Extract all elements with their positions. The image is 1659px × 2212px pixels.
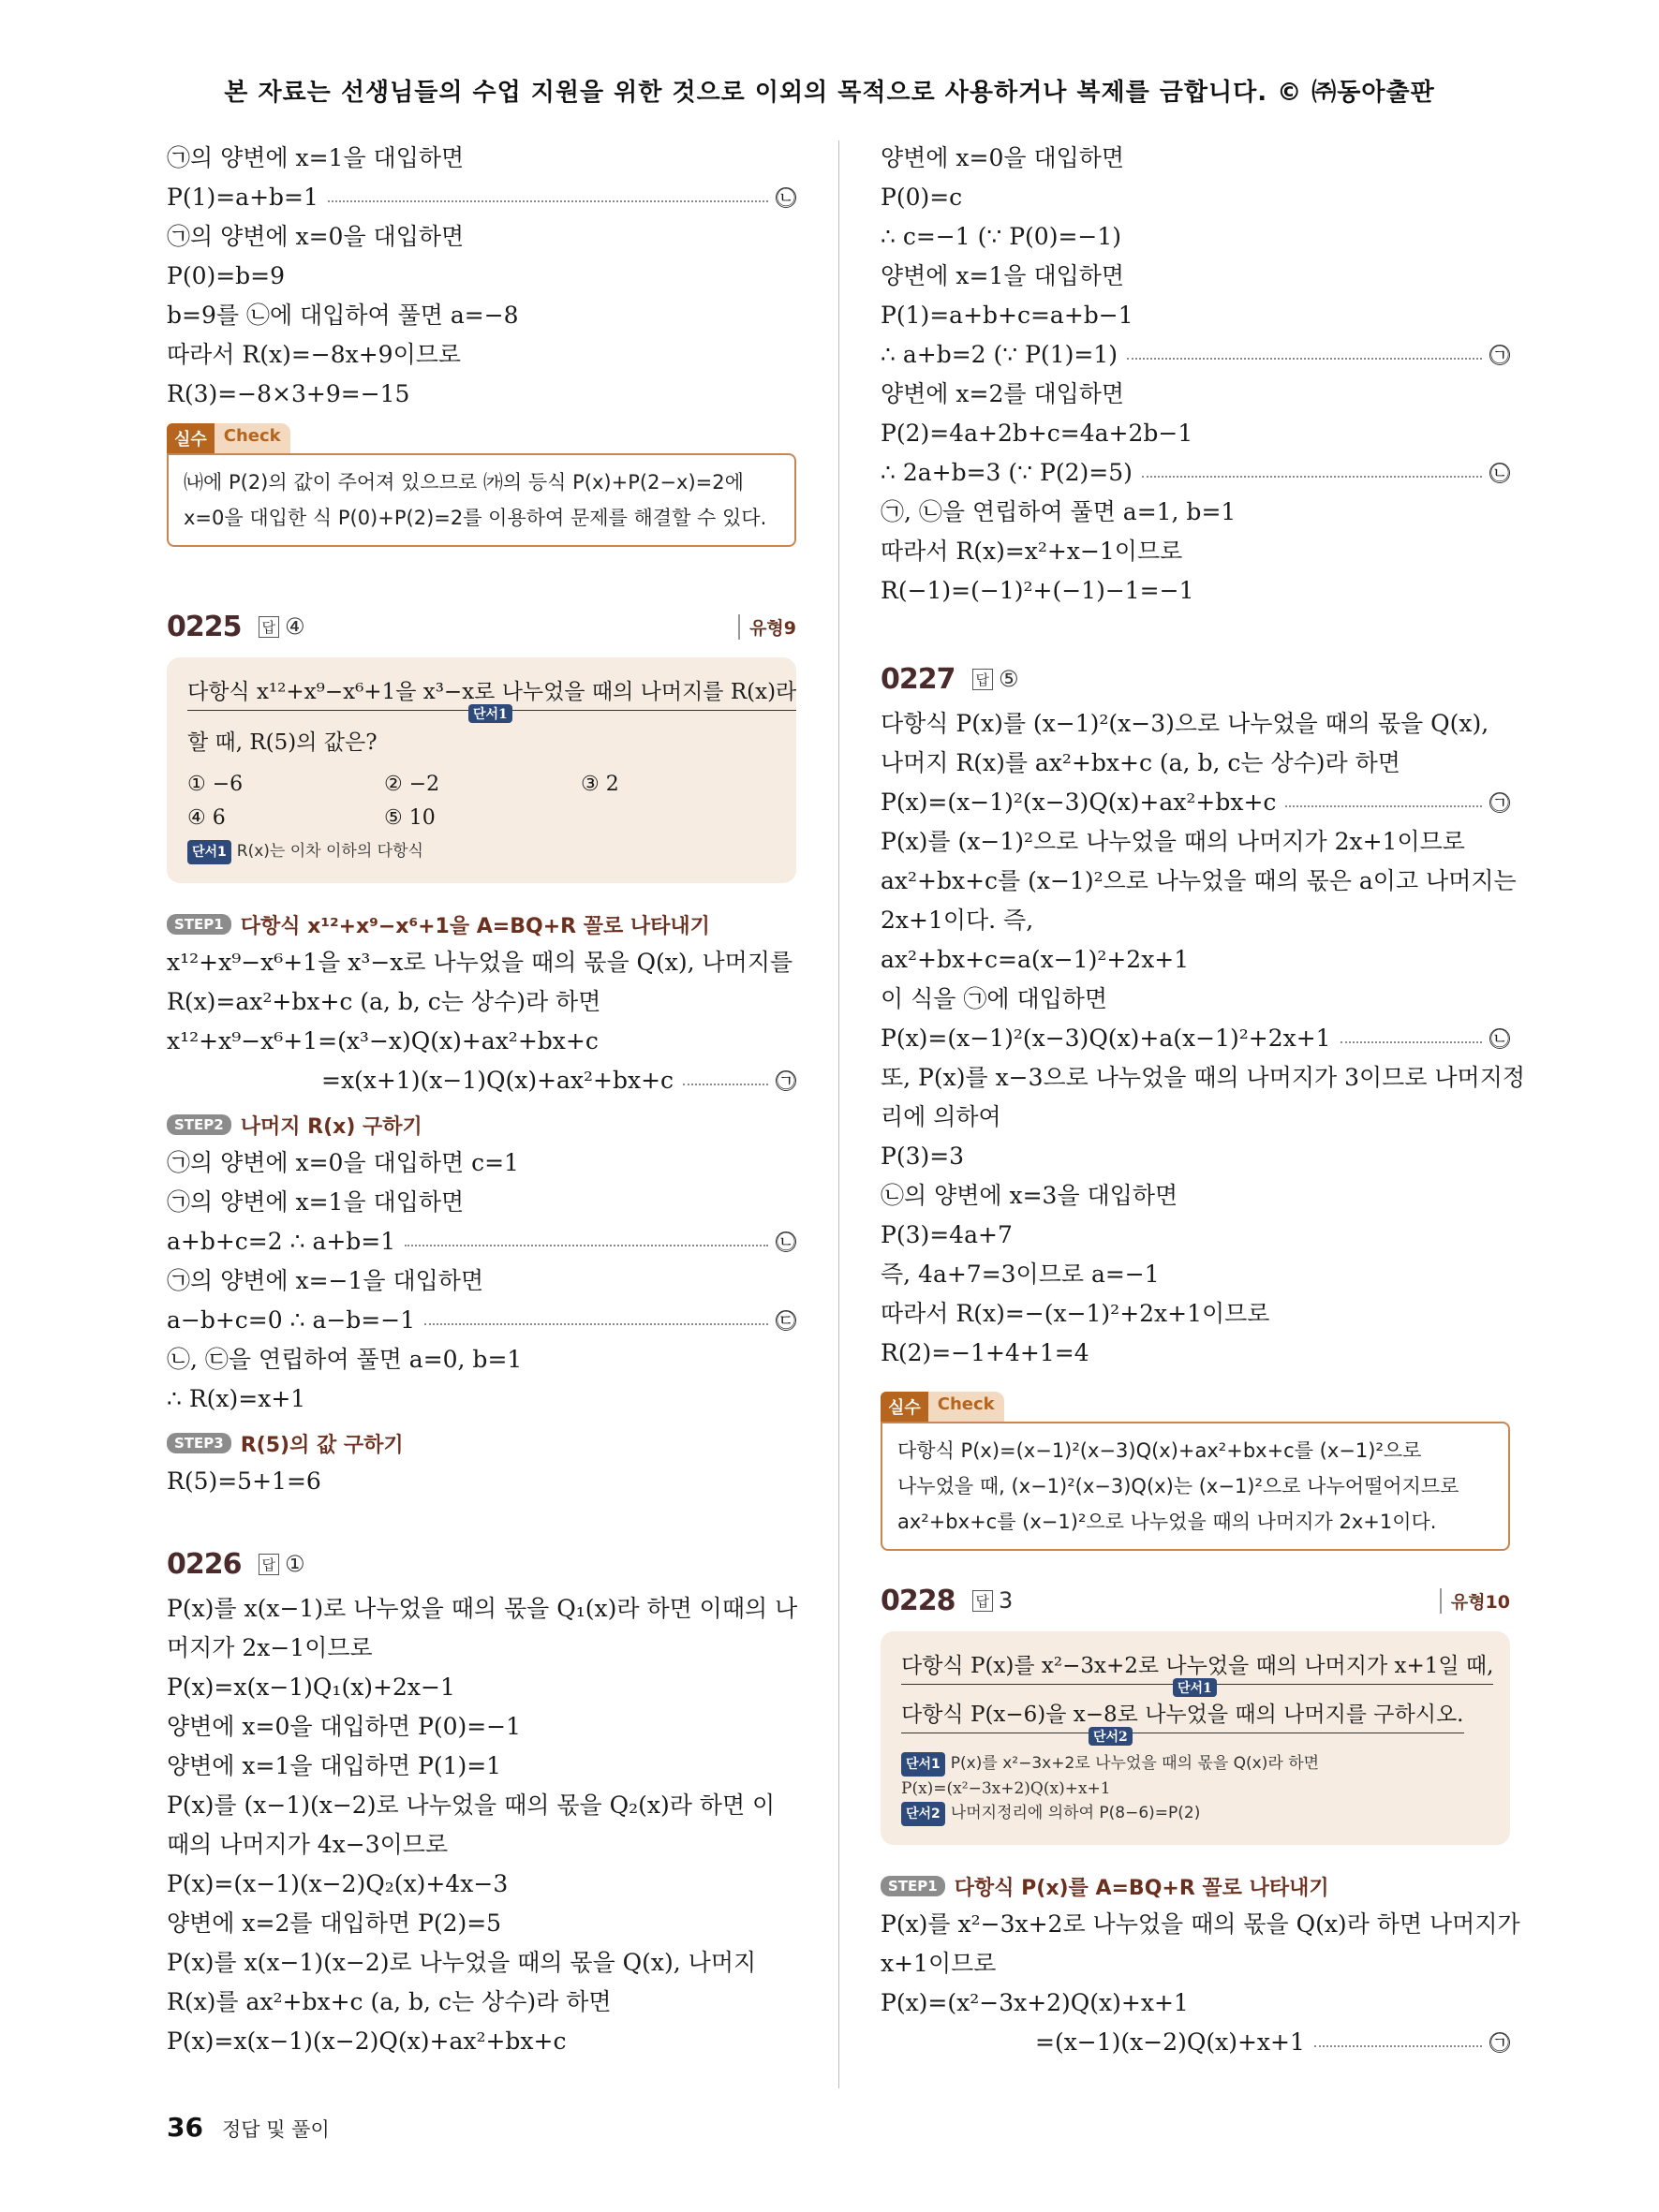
check-line: ax²+bx+c를 (x−1)²으로 나누었을 때의 나머지가 2x+1이다.	[897, 1511, 1437, 1533]
solution-text: x¹²+x⁹−x⁶+1을 x³−x로 나누었을 때의 몫을 Q(x), 나머지를	[167, 949, 793, 976]
solution-text: 따라서 R(x)=−8x+9이므로	[167, 341, 462, 368]
solution-text: ㉠의 양변에 x=1을 대입하면	[167, 144, 465, 171]
solution-text: ax²+bx+c를 (x−1)²으로 나누었을 때의 몫은 a이고 나머지는	[881, 867, 1517, 894]
solution-text: ㉠의 양변에 x=−1을 대입하면	[167, 1267, 484, 1294]
solution-text: ㉠의 양변에 x=0을 대입하면 c=1	[167, 1149, 519, 1176]
solution-text: ㉠, ㉡을 연립하여 풀면 a=1, b=1	[881, 498, 1237, 525]
clue-hint: P(x)=(x²−3x+2)Q(x)+x+1	[901, 1779, 1111, 1798]
solution-line	[881, 571, 1510, 611]
solution-text: =(x−1)(x−2)Q(x)+x+1	[1035, 2028, 1305, 2056]
solution-line	[167, 257, 796, 296]
equation-marker: ㉡	[1490, 462, 1509, 484]
leader-dots	[1285, 805, 1482, 807]
solution-line	[881, 1098, 1510, 1137]
problem-header-0225	[167, 601, 796, 652]
solution-line	[167, 1668, 796, 1707]
solution-text: P(x)를 x²−3x+2로 나누었을 때의 몫을 Q(x)라 하면 나머지가	[881, 1910, 1520, 1938]
left-column	[167, 139, 796, 2061]
solution-text: a−b+c=0 ∴ a−b=−1	[167, 1306, 416, 1334]
solution-text: P(x)를 (x−1)²으로 나누었을 때의 나머지가 2x+1이므로	[881, 828, 1465, 855]
answer-value: 3	[999, 1587, 1014, 1614]
answer-value: ⑤	[999, 666, 1019, 692]
copyright-banner: 본 자료는 선생님들의 수업 지원을 위한 것으로 이외의 목적으로 사용하거나 복제를 금합니다. © ㈜동아출판	[224, 79, 1435, 107]
solution-line	[167, 1301, 796, 1340]
problem-number: 0228	[881, 1584, 955, 1617]
solution-line	[167, 1022, 796, 1061]
clue-tag: 단서2	[1089, 1727, 1133, 1746]
solution-line	[881, 744, 1510, 783]
page-footer	[167, 2112, 330, 2143]
solution-line	[167, 1707, 796, 1747]
solution-text: R(3)=−8×3+9=−15	[167, 380, 410, 407]
solution-text: P(3)=4a+7	[881, 1221, 1013, 1248]
equation-marker: ㉠	[777, 1069, 795, 1092]
solution-line	[167, 139, 796, 178]
column-divider	[838, 140, 839, 2088]
question-box-0228	[881, 1631, 1510, 1845]
question-box-0225	[167, 657, 796, 883]
solution-0227	[881, 704, 1526, 1373]
solution-text: 양변에 x=2를 대입하면 P(2)=5	[167, 1910, 502, 1937]
solution-text: P(x)=x(x−1)(x−2)Q(x)+ax²+bx+c	[167, 2028, 567, 2055]
question-line: 다항식 P(x−6)을 x−8로 나누었을 때의 나머지를 구하시오.	[901, 1697, 1489, 1733]
solution-line	[167, 1983, 796, 2022]
solution-text: P(x)=x(x−1)Q₁(x)+2x−1	[167, 1674, 455, 1701]
type-tag: 유형10	[1440, 1588, 1510, 1614]
equation-marker: ㉡	[777, 1231, 795, 1253]
solution-text: ax²+bx+c=a(x−1)²+2x+1	[881, 946, 1190, 973]
solution-line	[881, 217, 1510, 257]
solution-text: R(5)=5+1=6	[167, 1467, 321, 1495]
answer-box: 답	[259, 616, 280, 638]
equation-marker: ㉠	[1490, 791, 1509, 814]
solution-text: 양변에 x=1을 대입하면	[881, 262, 1125, 289]
step-heading: STEP3 R(5)의 값 구하기	[167, 1424, 796, 1462]
solution-text: 나머지 R(x)를 ax²+bx+c (a, b, c는 상수)라 하면	[881, 749, 1400, 776]
solution-line	[881, 980, 1510, 1019]
solution-line	[167, 1904, 796, 1943]
step-heading: STEP1 다항식 x¹²+x⁹−x⁶+1을 A=BQ+R 꼴로 나타내기	[167, 906, 796, 943]
solution-text: 따라서 R(x)=−(x−1)²+2x+1이므로	[881, 1300, 1270, 1327]
solution-text: R(−1)=(−1)²+(−1)−1=−1	[881, 577, 1194, 604]
solution-text: P(x)=(x−1)²(x−3)Q(x)+ax²+bx+c	[881, 789, 1277, 816]
solution-0228	[881, 1905, 1520, 2062]
problem-header-0226	[167, 1539, 796, 1589]
solution-text: ∴ 2a+b=3 (∵ P(2)=5)	[881, 459, 1133, 486]
equation-marker: ㉠	[1490, 2031, 1509, 2054]
solution-line	[167, 1462, 796, 1501]
type-tag: 유형9	[738, 614, 796, 640]
solution-line	[167, 1061, 796, 1100]
solution-line	[881, 453, 1510, 493]
solution-line	[881, 704, 1510, 744]
equation-marker: ㉠	[1490, 344, 1509, 366]
solution-text: ∴ c=−1 (∵ P(0)=−1)	[881, 223, 1121, 250]
solution-text: P(x)를 x(x−1)(x−2)로 나누었을 때의 몫을 Q(x), 나머지	[167, 1949, 757, 1976]
solution-text: P(0)=b=9	[167, 262, 286, 289]
check-tab-label: 실수	[881, 1392, 928, 1422]
solution-text: P(3)=3	[881, 1143, 965, 1170]
solution-line	[881, 1216, 1510, 1255]
solution-line	[167, 178, 796, 217]
solution-text: ∴ R(x)=x+1	[167, 1385, 306, 1412]
solution-line	[167, 1747, 796, 1786]
answer-box: 답	[259, 1554, 280, 1575]
solution-text: ㉡의 양변에 x=3을 대입하면	[881, 1182, 1178, 1209]
choice: ④ 6	[187, 806, 226, 830]
solution-line	[881, 940, 1510, 980]
solution-line	[881, 414, 1510, 453]
solution-line	[167, 217, 796, 257]
check-tab-label: 실수	[167, 423, 215, 453]
question-line: 할 때, R(5)의 값은?	[187, 730, 378, 755]
solution-line	[881, 1255, 1510, 1294]
solution-text: a+b+c=2 ∴ a+b=1	[167, 1228, 396, 1255]
solution-text: 양변에 x=1을 대입하면 P(1)=1	[167, 1752, 502, 1779]
clue-tag: 단서1	[468, 704, 512, 723]
solution-line	[881, 335, 1510, 375]
solution-line	[881, 1905, 1520, 1944]
solution-text: 머지가 2x−1이므로	[167, 1634, 373, 1661]
check-line: 나누었을 때, (x−1)²(x−3)Q(x)는 (x−1)²으로 나누어떨어지므로	[897, 1475, 1459, 1497]
step-heading: STEP1 다항식 P(x)를 A=BQ+R 꼴로 나타내기	[881, 1867, 1510, 1905]
leader-dots	[328, 200, 768, 202]
solution-line	[167, 1340, 796, 1379]
step3-solution	[167, 1462, 796, 1501]
leader-dots	[1314, 2045, 1482, 2047]
solution-line	[167, 1943, 796, 1983]
step1-solution	[167, 943, 796, 1100]
solution-text: P(1)=a+b=1	[167, 184, 318, 211]
solution-line	[881, 375, 1510, 414]
solution-text: 이 식을 ㉠에 대입하면	[881, 985, 1108, 1012]
solution-line	[167, 1222, 796, 1261]
choice: ② −2	[384, 773, 440, 796]
answer-label	[972, 666, 1019, 692]
solution-line	[881, 139, 1510, 178]
leader-dots	[424, 1323, 768, 1325]
clue-hint: 단서2 나머지정리에 의하여 P(8−6)=P(2)	[901, 1801, 1489, 1826]
check-line: 다항식 P(x)=(x−1)²(x−3)Q(x)+ax²+bx+c를 (x−1)²으로	[897, 1439, 1422, 1462]
choice: ⑤ 10	[384, 806, 436, 830]
answer-label	[259, 1551, 305, 1577]
solution-text: P(x)=(x−1)(x−2)Q₂(x)+4x−3	[167, 1870, 509, 1897]
check-tab	[881, 1392, 1004, 1422]
right-column	[881, 139, 1526, 2062]
choice: ③ 2	[581, 773, 619, 796]
problem-header-0227	[881, 654, 1510, 704]
solution-text: x+1이므로	[881, 1950, 997, 1977]
check-tab-title: Check	[215, 423, 290, 453]
answer-box: 답	[972, 669, 994, 690]
left-top-solution	[167, 139, 796, 414]
check-body	[167, 453, 796, 547]
solution-line	[167, 335, 796, 375]
solution-line	[881, 532, 1510, 571]
solution-line	[881, 862, 1517, 901]
leader-dots	[1127, 358, 1482, 360]
solution-text: ㉡, ㉢을 연립하여 풀면 a=0, b=1	[167, 1346, 523, 1373]
right-top-solution	[881, 139, 1510, 611]
page-number: 36	[167, 2112, 203, 2143]
check-line: x=0을 대입한 식 P(0)+P(2)=2를 이용하여 문제를 해결할 수 있다.	[184, 507, 767, 529]
check-line: ㈏에 P(2)의 값이 주어져 있으므로 ㈎의 등식 P(x)+P(2−x)=2에	[184, 471, 744, 494]
solution-line	[167, 1261, 796, 1301]
solution-line	[881, 2023, 1510, 2062]
solution-text: 때의 나머지가 4x−3이므로	[167, 1831, 449, 1858]
solution-line	[167, 982, 796, 1022]
solution-text: P(x)=(x²−3x+2)Q(x)+x+1	[881, 1989, 1189, 2016]
solution-line	[167, 943, 796, 982]
solution-text: 리에 의하여	[881, 1103, 1001, 1130]
check-body	[881, 1422, 1510, 1551]
solution-text: P(x)=(x−1)²(x−3)Q(x)+a(x−1)²+2x+1	[881, 1025, 1331, 1052]
solution-text: b=9를 ㉡에 대입하여 풀면 a=−8	[167, 302, 519, 329]
problem-header-0228	[881, 1575, 1510, 1626]
equation-marker: ㉢	[777, 1309, 795, 1332]
solution-text: 다항식 P(x)를 (x−1)²(x−3)으로 나누었을 때의 몫을 Q(x),	[881, 710, 1489, 737]
clue-hint: 단서1 P(x)를 x²−3x+2로 나누었을 때의 몫을 Q(x)라 하면	[901, 1751, 1489, 1777]
equation-marker: ㉡	[1490, 1027, 1509, 1050]
leader-dots	[405, 1245, 768, 1246]
solution-line	[881, 296, 1510, 335]
solution-text: 2x+1이다. 즉,	[881, 907, 1034, 934]
solution-text: 따라서 R(x)=x²+x−1이므로	[881, 538, 1183, 565]
solution-text: R(x)=ax²+bx+c (a, b, c는 상수)라 하면	[167, 988, 601, 1015]
solution-line	[881, 178, 1510, 217]
solution-text: P(0)=c	[881, 184, 963, 211]
step2-solution	[167, 1143, 796, 1419]
solution-line	[881, 783, 1510, 822]
solution-line	[167, 1143, 796, 1183]
solution-text: R(x)를 ax²+bx+c (a, b, c는 상수)라 하면	[167, 1988, 612, 2015]
step-heading: STEP2 나머지 R(x) 구하기	[167, 1106, 796, 1143]
solution-line	[167, 1379, 796, 1419]
solution-text: P(x)를 (x−1)(x−2)로 나누었을 때의 몫을 Q₂(x)라 하면 이	[167, 1792, 776, 1819]
solution-text: ㉠의 양변에 x=1을 대입하면	[167, 1188, 465, 1216]
solution-text: P(2)=4a+2b+c=4a+2b−1	[881, 420, 1193, 447]
solution-line	[881, 1983, 1510, 2023]
solution-text: P(1)=a+b+c=a+b−1	[881, 302, 1133, 329]
solution-line	[881, 1944, 1510, 1983]
solution-line	[167, 1786, 796, 1825]
solution-text: x¹²+x⁹−x⁶+1=(x³−x)Q(x)+ax²+bx+c	[167, 1027, 599, 1054]
solution-text: 양변에 x=0을 대입하면 P(0)=−1	[167, 1713, 522, 1740]
solution-line	[167, 2022, 796, 2061]
problem-number: 0226	[167, 1547, 242, 1581]
solution-text: ∴ a+b=2 (∵ P(1)=1)	[881, 341, 1118, 368]
mistake-check-box	[881, 1392, 1510, 1551]
solution-text: 즉, 4a+7=3이므로 a=−1	[881, 1261, 1160, 1288]
leader-dots	[1341, 1041, 1482, 1043]
solution-line	[881, 1176, 1510, 1216]
leader-dots	[683, 1084, 768, 1085]
solution-line	[881, 901, 1510, 940]
solution-line	[167, 375, 796, 414]
check-tab-title: Check	[928, 1392, 1004, 1422]
solution-line	[167, 1865, 796, 1904]
answer-label	[972, 1587, 1014, 1614]
problem-number: 0225	[167, 610, 242, 643]
solution-line	[881, 257, 1510, 296]
solution-text: ㉠의 양변에 x=0을 대입하면	[167, 223, 465, 250]
clue-hint: 단서1 R(x)는 이차 이하의 다항식	[187, 839, 776, 864]
solution-text: 양변에 x=0을 대입하면	[881, 144, 1125, 171]
leader-dots	[1142, 476, 1482, 478]
solution-text: P(x)를 x(x−1)로 나누었을 때의 몫을 Q₁(x)라 하면 이때의 나	[167, 1595, 798, 1622]
mistake-check-box	[167, 423, 796, 547]
problem-number: 0227	[881, 662, 955, 696]
solution-text: 또, P(x)를 x−3으로 나누었을 때의 나머지가 3이므로 나머지정	[881, 1064, 1526, 1091]
solution-0226	[167, 1589, 796, 2061]
solution-line	[881, 1058, 1526, 1098]
clue-tag: 단서1	[1173, 1678, 1217, 1697]
solution-line	[881, 1294, 1510, 1334]
answer-box: 답	[972, 1590, 994, 1612]
question-line: 다항식 x¹²+x⁹−x⁶+1을 x³−x로 나누었을 때의 나머지를 R(x)라	[187, 674, 776, 710]
footer-title: 정답 및 풀이	[221, 2118, 330, 2141]
solution-line	[881, 493, 1510, 532]
solution-line	[881, 822, 1510, 862]
choices	[187, 768, 776, 835]
check-tab	[167, 423, 290, 453]
equation-marker: ㉡	[777, 186, 795, 209]
solution-text: 양변에 x=2를 대입하면	[881, 380, 1125, 407]
choice: ① −6	[187, 773, 244, 796]
answer-value: ④	[285, 613, 305, 640]
solution-line	[167, 1825, 796, 1865]
solution-line	[167, 1183, 796, 1222]
solution-line	[167, 1629, 796, 1668]
solution-line	[881, 1334, 1510, 1373]
answer-label	[259, 613, 305, 640]
solution-line	[167, 296, 796, 335]
solution-line	[881, 1137, 1510, 1176]
question-line: 다항식 P(x)를 x²−3x+2로 나누었을 때의 나머지가 x+1일 때,	[901, 1648, 1489, 1684]
answer-value: ①	[285, 1551, 305, 1577]
solution-line	[167, 1589, 796, 1629]
solution-text: R(2)=−1+4+1=4	[881, 1339, 1089, 1366]
solution-line	[881, 1019, 1510, 1058]
solution-text: =x(x+1)(x−1)Q(x)+ax²+bx+c	[321, 1067, 674, 1094]
